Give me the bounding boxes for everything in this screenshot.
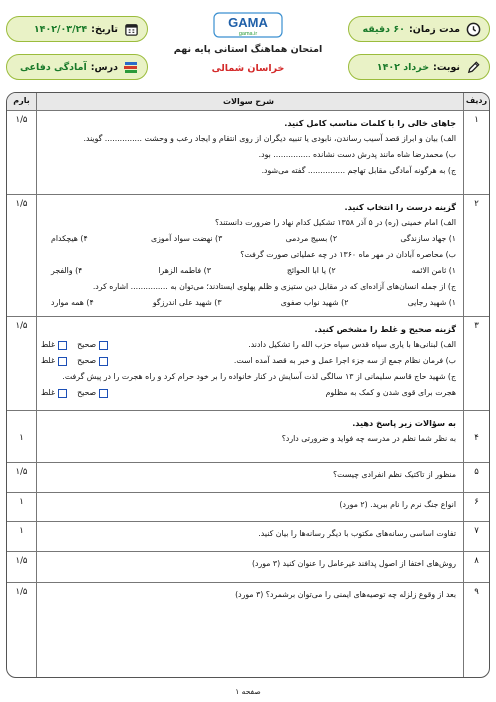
row-score: ۱/۵ bbox=[7, 317, 37, 410]
clock-icon bbox=[465, 21, 481, 37]
question-line: ج) از جمله انسان‌های آزاده‌ای که در مقابل دین ستیزی و ظلم پهلوی ایستادند؛ می‌توان به ............... اشاره کرد. bbox=[92, 282, 456, 291]
row-number: ۷ bbox=[463, 522, 489, 551]
duration-value: ۶۰ دقیقه bbox=[362, 23, 405, 35]
row-number: ۱ bbox=[463, 111, 489, 194]
date-value: ۱۴۰۲/۰۳/۲۴ bbox=[33, 23, 88, 35]
section-title: به سؤالات زیر پاسخ دهید. bbox=[352, 418, 456, 428]
books-icon bbox=[123, 59, 139, 75]
question-line: الف) امام خمینی (ره) در ۵ آذر ۱۳۵۸ تشکیل کدام نهاد را ضرورت دانستند؟ bbox=[214, 218, 456, 227]
col-score-header: بارم bbox=[7, 93, 37, 110]
option[interactable]: ۴) والفجر bbox=[51, 266, 83, 275]
tf-choices bbox=[41, 385, 108, 401]
header-center bbox=[156, 12, 340, 82]
course-pill bbox=[6, 54, 148, 80]
pen-icon bbox=[465, 59, 481, 75]
gama-logo bbox=[213, 12, 283, 42]
table-row bbox=[7, 111, 489, 195]
course-label: درس: bbox=[90, 61, 118, 73]
row-number: ۳ bbox=[463, 317, 489, 410]
option[interactable]: ۲) بسیج مردمی bbox=[285, 234, 338, 243]
option[interactable]: ۳) فاطمه الزهرا bbox=[158, 266, 211, 275]
option[interactable]: ۳) نهضت سواد آموزی bbox=[151, 234, 223, 243]
row-score: ۱ bbox=[7, 411, 37, 462]
question-line: ب) محمدرضا شاه مانند پدرش دست نشانده ............... بود. bbox=[258, 150, 456, 159]
statement: ج) شهید حاج قاسم سلیمانی از ۱۳ سالگی لذت آسایش در کنار خانواده را بر خود حرام کرد و راه هجرت را در پیش گرفت. bbox=[62, 372, 456, 381]
row-score: ۱ bbox=[7, 522, 37, 551]
statement: ب) فرمان نظام جمع از سه جزء اجرا عمل و خبر به قصد آمده است. bbox=[233, 356, 456, 365]
question-line: الف) بیان و ابراز قصد آسیب رساندن، نابودی یا تنبیه دیگران از روی انتقام و ایجاد رعب و وحشت ............... گویند. bbox=[83, 134, 456, 143]
duration-pill bbox=[348, 16, 490, 42]
row-score: ۱ bbox=[7, 493, 37, 521]
option[interactable]: ۱) ثامن الائمه bbox=[411, 266, 456, 275]
checkbox-icon[interactable] bbox=[58, 341, 67, 350]
question-text: تفاوت اساسی رسانه‌های مکتوب با دیگر رسانه‌ها را بیان کنید. bbox=[258, 529, 456, 538]
calendar-icon bbox=[123, 21, 139, 37]
question-text bbox=[37, 317, 463, 410]
table-header-row bbox=[7, 93, 489, 111]
table-row bbox=[7, 583, 489, 677]
table-row bbox=[7, 317, 489, 411]
table-row bbox=[7, 552, 489, 583]
table-row bbox=[7, 195, 489, 317]
checkbox-icon[interactable] bbox=[99, 357, 108, 366]
tf-choices bbox=[41, 337, 108, 353]
true-choice[interactable]: صحیح bbox=[77, 385, 108, 401]
row-number: ۶ bbox=[463, 493, 489, 521]
question-text bbox=[37, 411, 463, 462]
true-choice[interactable]: صحیح bbox=[77, 337, 108, 353]
question-title: گزینه صحیح و غلط را مشخص کنید. bbox=[314, 324, 456, 334]
exam-title: امتحان هماهنگ استانی پایه نهم bbox=[173, 44, 323, 55]
duration-label: مدت زمان: bbox=[408, 23, 460, 35]
table-row bbox=[7, 522, 489, 552]
true-false-line bbox=[41, 337, 456, 353]
table-row bbox=[7, 493, 489, 522]
questions-table bbox=[6, 92, 490, 678]
question-title: گزینه درست را انتخاب کنید. bbox=[344, 202, 456, 212]
option[interactable]: ۲) شهید نواب صفوی bbox=[280, 298, 349, 307]
row-number: ۸ bbox=[463, 552, 489, 582]
date-label: تاریخ: bbox=[91, 23, 118, 35]
row-score: ۱/۵ bbox=[7, 583, 37, 677]
page-number: صفحه ۱ bbox=[235, 687, 261, 696]
option[interactable]: ۱) شهید رجایی bbox=[407, 298, 456, 307]
question-text bbox=[37, 195, 463, 316]
question-text: روش‌های اختفا از اصول پدافند غیرعامل را عنوان کنید (۳ مورد) bbox=[251, 559, 456, 568]
checkbox-icon[interactable] bbox=[58, 357, 67, 366]
question-text: منظور از تاکتیک نظم انفرادی چیست؟ bbox=[333, 470, 456, 479]
svg-text:gama.ir: gama.ir bbox=[238, 31, 258, 37]
row-score: ۱/۵ bbox=[7, 463, 37, 492]
question-title: جاهای خالی را با کلمات مناسب کامل کنید. bbox=[284, 118, 456, 128]
question-line: ج) به هرگونه آمادگی مقابل تهاجم ............... گفته می‌شود. bbox=[261, 166, 456, 175]
row-number: ۵ bbox=[463, 463, 489, 492]
option[interactable]: ۴) هیچکدام bbox=[51, 234, 88, 243]
table-row bbox=[7, 463, 489, 493]
session-value: خرداد ۱۴۰۲ bbox=[376, 61, 430, 73]
session-pill bbox=[348, 54, 490, 80]
option[interactable]: ۴) همه موارد bbox=[51, 298, 94, 307]
row-score: ۱/۵ bbox=[7, 195, 37, 316]
option[interactable]: ۲) یا ابا الحوائج bbox=[286, 266, 336, 275]
table-row bbox=[7, 411, 489, 463]
option-list bbox=[41, 295, 456, 311]
true-choice[interactable]: صحیح bbox=[77, 353, 108, 369]
question-text: انواع جنگ نرم را نام ببرید. (۲ مورد) bbox=[339, 500, 456, 509]
false-choice[interactable]: غلط bbox=[41, 337, 67, 353]
course-value: آمادگی دفاعی bbox=[19, 61, 87, 73]
exam-header bbox=[6, 6, 490, 84]
tf-choices bbox=[41, 353, 108, 369]
question-line: به نظر شما نظم در مدرسه چه فواید و ضرورتی دارد؟ bbox=[281, 434, 456, 443]
false-choice[interactable]: غلط bbox=[41, 385, 67, 401]
statement: الف) لبنانی‌ها با یاری سپاه قدس سپاه حزب الله را تشکیل دادند. bbox=[248, 340, 456, 349]
session-label: نوبت: bbox=[433, 61, 460, 73]
option-list bbox=[41, 231, 456, 247]
exam-page bbox=[6, 6, 490, 696]
row-score: ۱/۵ bbox=[7, 552, 37, 582]
question-line: ب) محاصره آبادان در مهر ماه ۱۳۶۰ در چه عملیاتی صورت گرفت؟ bbox=[240, 250, 456, 259]
row-number: ۲ bbox=[463, 195, 489, 316]
question-text bbox=[37, 111, 463, 194]
checkbox-icon[interactable] bbox=[58, 389, 67, 398]
question-text: بعد از وقوع زلزله چه توصیه‌های ایمنی را می‌توان برشمرد؟ (۳ مورد) bbox=[235, 590, 456, 599]
date-pill bbox=[6, 16, 148, 42]
checkbox-icon[interactable] bbox=[99, 341, 108, 350]
row-score: ۱/۵ bbox=[7, 111, 37, 194]
option[interactable]: ۳) شهید علی اندرزگو bbox=[152, 298, 222, 307]
statement: هجرت برای قوی شدن و کمک به مظلوم bbox=[325, 388, 456, 397]
checkbox-icon[interactable] bbox=[99, 389, 108, 398]
row-number: ۹ bbox=[463, 583, 489, 677]
true-false-line bbox=[41, 353, 456, 369]
option[interactable]: ۱) جهاد سازندگی bbox=[400, 234, 456, 243]
row-number: ۴ bbox=[463, 411, 489, 462]
svg-text:GAMA: GAMA bbox=[228, 15, 268, 30]
province-name: خراسان شمالی bbox=[211, 63, 285, 74]
option-list bbox=[41, 263, 456, 279]
col-num-header: ردیف bbox=[463, 93, 489, 110]
true-false-line bbox=[41, 385, 456, 401]
col-question-header: شرح سوالات bbox=[222, 97, 274, 106]
false-choice[interactable]: غلط bbox=[41, 353, 67, 369]
